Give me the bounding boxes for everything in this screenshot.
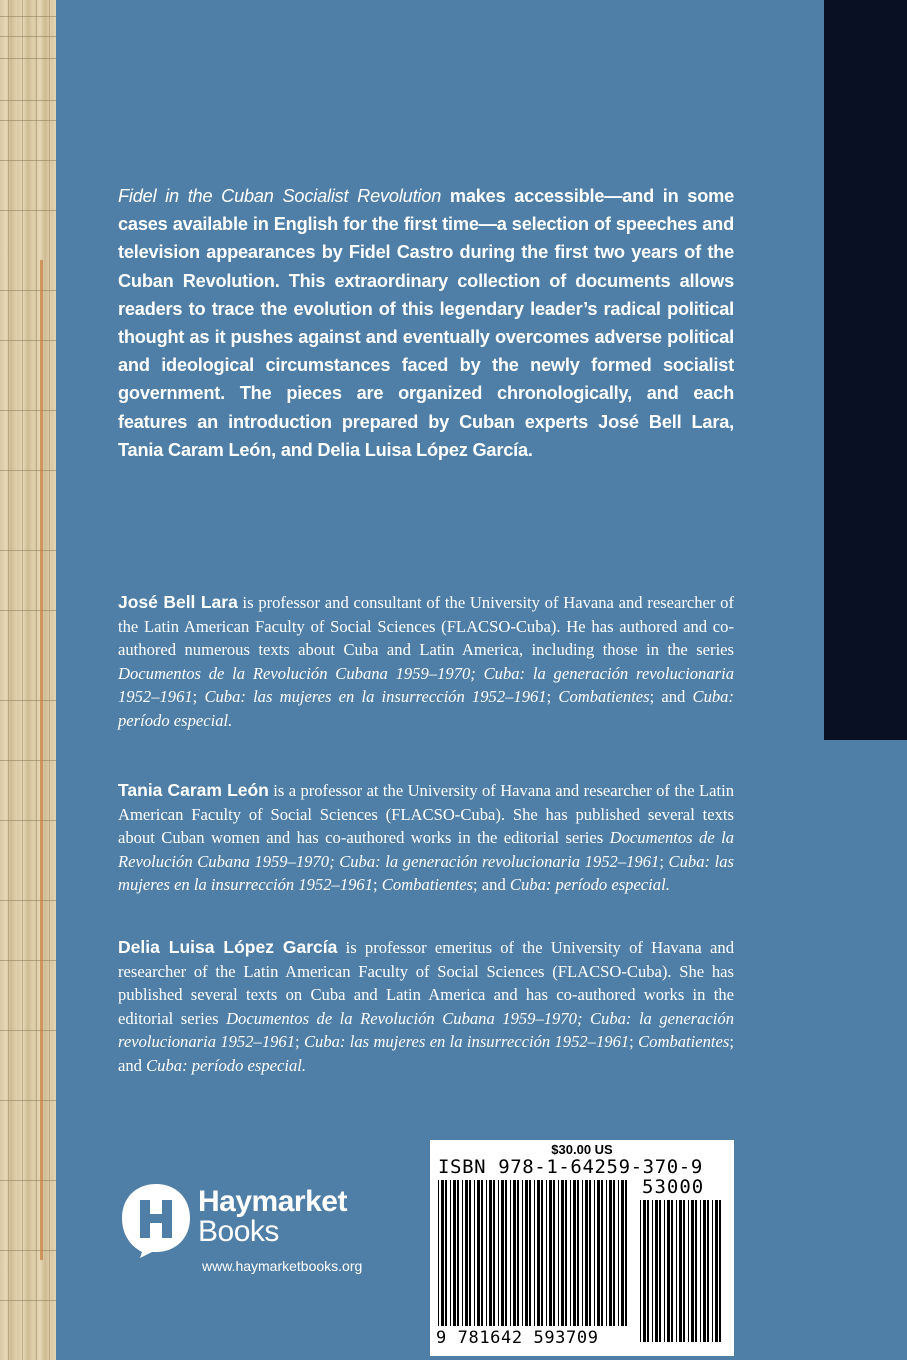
barcode-bar: [501, 1180, 504, 1342]
barcode-bar: [445, 1180, 447, 1342]
barcode-bar: [553, 1180, 555, 1342]
barcode-bar: [465, 1180, 468, 1342]
blurb-text: makes accessible—and in some cases available in English for the first time—a selection of speeches and television appearances by Fidel Castro during the first two years of the Cuban Revolution. This extraordinary collection of documents allows readers to trace the evolution of this legendary leader’s radical political thought as it pushes against and eventually overcomes adverse political and ideological circumstances faced by the newly formed socialist government. The pieces are organized chronologically, and each features an introduction prepared by Cuban experts José Bell Lara, Tania Caram León, and Delia Luisa López García.: [118, 186, 734, 460]
barcode-bar: [700, 1200, 701, 1342]
barcode-bar: [541, 1180, 543, 1342]
barcode-bar: [558, 1180, 559, 1342]
barcode-bar: [522, 1180, 523, 1342]
author-name: Delia Luisa López García: [118, 937, 338, 957]
barcode-box: [430, 1140, 734, 1356]
barcode-bar: [621, 1180, 624, 1342]
barcode-bar: [647, 1200, 649, 1342]
barcode-bar: [546, 1180, 547, 1342]
barcode-bar: [441, 1180, 444, 1342]
author-bio-2: Tania Caram León is a professor at the University of Havana and researcher of the Latin American Faculty of Social Sciences (FLACSO-Cuba). She has published several texts about Cuban women and has co-authored works in the editorial series Documentos de la Revolución Cubana 1959–1970; Cuba: la generación revolucionaria 1952–1961; Cuba: las mujeres en la insurrección 1952–1961; Combatientes; and Cuba: período especial.: [118, 780, 734, 895]
ean-barcode: [438, 1180, 632, 1342]
barcode-bar: [652, 1200, 653, 1342]
ean-digits: 9 781642 593709: [434, 1326, 640, 1350]
barcode-bar: [695, 1200, 697, 1342]
publisher-logo: [118, 1182, 418, 1282]
barcode-bar: [453, 1180, 456, 1342]
barcode-bar: [565, 1180, 567, 1342]
barcode-bar: [573, 1180, 576, 1342]
barcode-bar: [601, 1180, 603, 1342]
barcode-bar: [469, 1180, 471, 1342]
barcode-bar: [486, 1180, 487, 1342]
publisher-name: Haymarket: [198, 1185, 347, 1218]
barcode-bar: [618, 1180, 619, 1342]
barcode-bar: [679, 1200, 682, 1342]
barcode-bar: [549, 1180, 552, 1342]
barcode-bar: [676, 1200, 677, 1342]
author-name: José Bell Lara: [118, 592, 238, 612]
barcode-bar: [498, 1180, 499, 1342]
barcode-bar: [606, 1180, 607, 1342]
barcode-bar: [712, 1200, 713, 1342]
barcode-bar: [585, 1180, 588, 1342]
barcode-bar: [613, 1180, 615, 1342]
barcode-bar: [561, 1180, 564, 1342]
barcode-bar: [589, 1180, 591, 1342]
barcode-bar: [517, 1180, 519, 1342]
barcode-bar: [625, 1180, 627, 1342]
barcode-bar: [597, 1180, 600, 1342]
barcode-bar: [609, 1180, 612, 1342]
barcode-bar: [671, 1200, 673, 1342]
barcode-bar: [640, 1200, 641, 1342]
author-bio-1: José Bell Lara is professor and consultant of the University of Havana and researcher of the Latin American Faculty of Social Sciences (FLACSO-Cuba). He has authored and co-authored numerous texts about Cuba and Latin America, including those in the series Documentos de la Revolución Cubana 1959–1970; Cuba: la generación revolucionaria 1952–1961; Cuba: las mujeres en la insurrección 1952–1961; Combatientes; and Cuba: período especial.: [118, 592, 734, 730]
haymarket-h-icon: [118, 1182, 194, 1258]
barcode-bar: [691, 1200, 694, 1342]
barcode-bar: [683, 1200, 685, 1342]
addon-barcode: [640, 1200, 726, 1342]
barcode-bar: [664, 1200, 665, 1342]
addon-digits: 53000: [642, 1176, 705, 1198]
barcode-bar: [667, 1200, 670, 1342]
author-name: Tania Caram León: [118, 780, 269, 800]
barcode-bar: [582, 1180, 583, 1342]
barcode-bar: [594, 1180, 595, 1342]
publisher-books: Books: [198, 1215, 279, 1248]
barcode-bar: [529, 1180, 531, 1342]
barcode-bar: [534, 1180, 535, 1342]
barcode-bar: [655, 1200, 658, 1342]
author-bio-3: Delia Luisa López García is professor emeritus of the University of Havana and researcher of the Latin American Faculty of Social Sciences (FLACSO-Cuba). She has published several texts on Cuba and Latin America and has co-authored works in the editorial series Documentos de la Revolución Cubana 1959–1970; Cuba: la generación revolucionaria 1952–1961; Cuba: las mujeres en la insurrección 1952–1961; Combatientes; and Cuba: período especial.: [118, 937, 735, 1075]
map-background-strip: [0, 0, 56, 1360]
barcode-bar: [570, 1180, 571, 1342]
barcode-bar: [481, 1180, 483, 1342]
barcode-bar: [703, 1200, 706, 1342]
price-label: $30.00 US: [551, 1142, 613, 1157]
barcode-bar: [513, 1180, 516, 1342]
isbn-label: ISBN 978-1-64259-370-9: [438, 1156, 703, 1178]
barcode-bar: [525, 1180, 528, 1342]
barcode-bar: [707, 1200, 709, 1342]
right-dark-band: [824, 0, 907, 1360]
barcode-bar: [577, 1180, 579, 1342]
cover-blurb: [118, 182, 734, 464]
barcode-bar: [489, 1180, 492, 1342]
barcode-bar: [510, 1180, 511, 1342]
barcode-bar: [462, 1180, 463, 1342]
barcode-bar: [450, 1180, 451, 1342]
barcode-bar: [688, 1200, 689, 1342]
barcode-bar: [493, 1180, 495, 1342]
barcode-bar: [457, 1180, 459, 1342]
barcode-bar: [715, 1200, 718, 1342]
barcode-bar: [474, 1180, 475, 1342]
barcode-bar: [505, 1180, 507, 1342]
book-title: Fidel in the Cuban Socialist Revolution: [118, 186, 442, 206]
barcode-bar: [438, 1180, 439, 1342]
barcode-bar: [643, 1200, 646, 1342]
publisher-url: www.haymarketbooks.org: [202, 1258, 363, 1274]
barcode-bar: [477, 1180, 480, 1342]
barcode-bar: [659, 1200, 661, 1342]
barcode-bar: [537, 1180, 540, 1342]
barcode-bar: [719, 1200, 721, 1342]
